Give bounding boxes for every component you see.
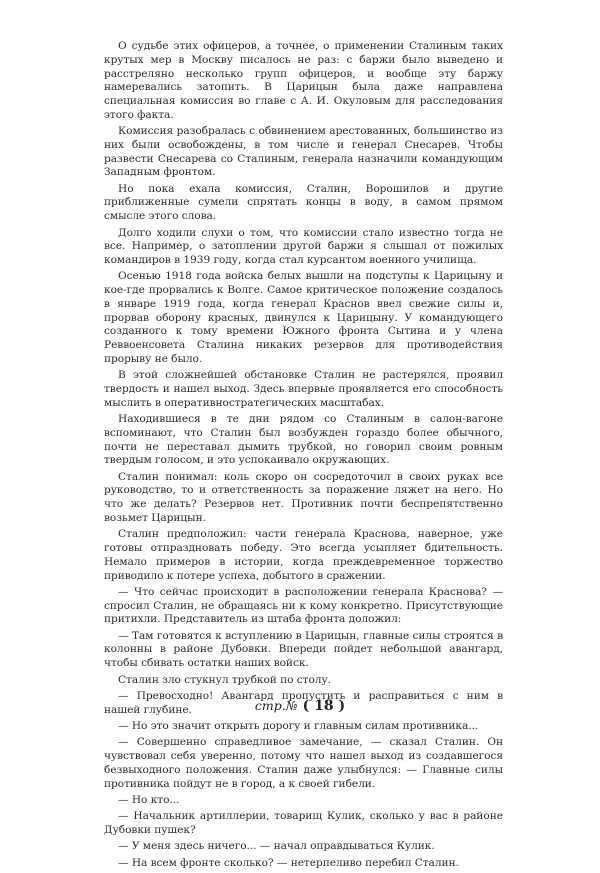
paragraph: Комиссия разобралась с обвинением арестованных, большинство из них были освобождены, в том числе и генерал Снесарев. Чтобы развести Снесарева со Сталиным, генерала назначили командующим Западным фронтом. — [104, 125, 503, 179]
paragraph: — Начальник артиллерии, товарищ Кулик, сколько у вас в районе Дубовки пушек? — [104, 810, 503, 836]
paragraph: Сталин предположил: части генерала Краснова, наверное, уже готовы отпраздновать победу. Это всегда усыпляет бдительность. Немало примеров в истории, когда преждевременное торжество приводило к потере успеха, добытого в сражении. — [104, 528, 503, 582]
paragraph: — У меня здесь ничего... — начал оправдываться Кулик. — [118, 840, 435, 853]
page-label: стр.№ — [254, 698, 298, 713]
paragraph: — Но кто... — [118, 793, 180, 806]
paragraph: Сталин зло стукнул трубкой по столу. — [118, 673, 331, 686]
paragraph: — Что сейчас происходит в расположении генерала Краснова? — спросил Сталин, не обращаясь ни к кому конкретно. Присутствующие притихли. Представитель из штаба фронта доложил: — [104, 585, 503, 626]
paragraph: — Но это значит открыть дорогу и главным силам противника... — [118, 719, 479, 732]
paragraph: — Превосходно! Авангард пропустить и расправиться с ним в нашей глубине. — [104, 689, 503, 716]
paragraph: Долго ходили слухи о том, что комиссии стало известно тогда не все. Например, о затоплении другой баржи я слышал от пожилых командиров в 1939 году, когда стал курсантом военного училища. — [104, 226, 503, 267]
paragraph: Но пока ехала комиссия, Сталин, Ворошилов и другие приближенные сумели спрятать концы в воду, в самом прямом смысле этого слова. — [104, 182, 503, 223]
page-footer — [0, 695, 600, 714]
paragraph: О судьбе этих офицеров, а точнее, о применении Сталиным таких крутых мер в Москву писалось не раз: с баржи было выведено и расстреляно несколько групп офицеров, и вообще эту баржу намеревались затопить. В Царицын была даже направлена специальная комиссия во главе с А. И. Окуловым для расследования этого факта. — [104, 40, 503, 121]
page-number: ( 18 ) — [302, 698, 346, 714]
paragraph: — На всем фронте сколько? — нетерпеливо перебил Сталин. — [118, 856, 459, 869]
paragraph: Сталин понимал: коль скоро он сосредоточил в своих руках все руководство, то и ответственность за поражение ляжет на него. Но что же делать? Резервов нет. Противник почти беспрепятственно возьмет Царицын. — [104, 470, 503, 524]
paragraph: В этой сложнейшей обстановке Сталин не растерялся, проявил твердость и нашел выход. Здесь впервые проявляется его способность мыслить в оперативностратегических масштабах. — [104, 369, 503, 409]
paragraph: Находившиеся в те дни рядом со Сталиным в салон-вагоне вспоминают, что Сталин был возбужден гораздо более обычного, почти не переставал дымить трубкой, но говорил своим ровным твердым голосом, и это успокаивало окружающих. — [104, 413, 503, 467]
paragraph: — Там готовятся к вступлению в Царицын, главные силы строятся в колонны в районе Дубовки. Впереди пойдет небольшой авангард, чтобы сбивать остатки наших войск. — [104, 629, 503, 670]
paragraph: Осенью 1918 года войска белых вышли на подступы к Царицыну и кое-где прорвались к Волге. Самое критическое положение создалось в январе 1919 года, когда генерал Краснов ввел свежие силы и, прорвав оборону красных, двинулся к Царицыну. У командующего созданного к тому времени Южного фронта Сытина и у члена Реввоенсовета Сталина никаких резервов для противодействия прорыву не было. — [104, 270, 503, 365]
paragraph: — Совершенно справедливое замечание, — сказал Сталин. Он чувствовал себя уверенно, потому что нашел выход из создавшегося безвыходного положения. Сталин даже улыбнулся: — Главные силы противника пойдут не в город, а к своей гибели. — [104, 736, 503, 790]
body-text — [104, 40, 503, 873]
